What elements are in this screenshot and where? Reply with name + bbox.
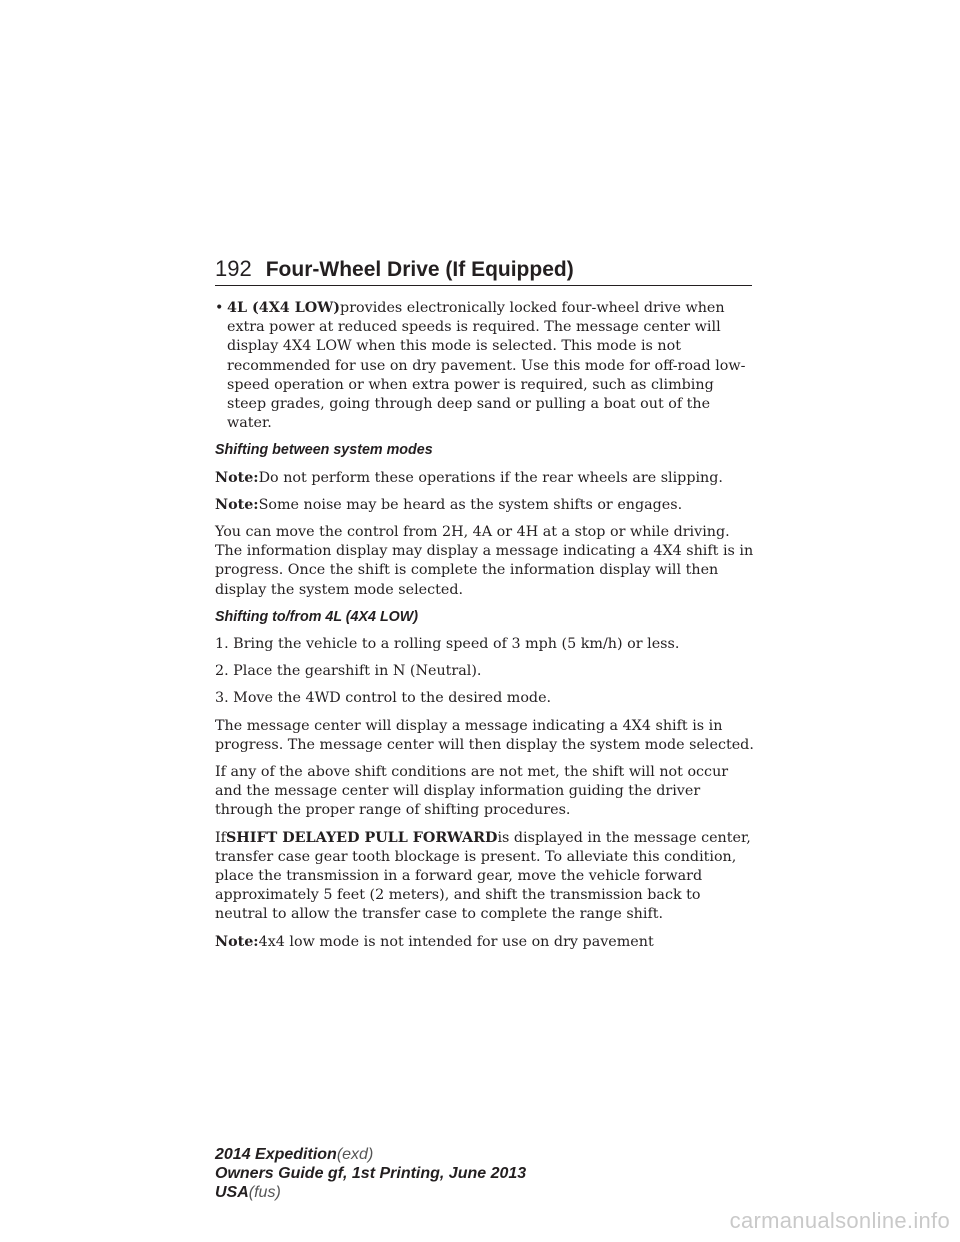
note-label: Note: — [215, 496, 259, 513]
para-prefix: If — [215, 829, 226, 846]
page-title: Four-Wheel Drive (If Equipped) — [265, 258, 574, 281]
body-paragraph — [215, 829, 755, 925]
bullet-item-4l — [215, 299, 755, 433]
page-footer — [215, 1145, 526, 1202]
footer-model-code: (exd) — [336, 1146, 374, 1163]
step-item: 1. Bring the vehicle to a rolling speed of 3 mph (5 km/h) or less. — [215, 636, 680, 653]
section-heading-4l: Shifting to/from 4L (4X4 LOW) — [215, 608, 419, 625]
note-paragraph — [215, 469, 755, 488]
step-item: 2. Place the gearshift in N (Neutral). — [215, 663, 482, 680]
footer-line-market — [215, 1183, 526, 1202]
message-term: SHIFT DELAYED PULL FORWARD — [225, 829, 498, 846]
note-text: Do not perform these operations if the rear wheels are slipping. — [258, 469, 723, 486]
section-heading-modes: Shifting between system modes — [215, 442, 433, 459]
page-header — [215, 256, 752, 286]
footer-line-model — [215, 1145, 526, 1164]
body-paragraph: The message center will display a message indicating a 4X4 shift is in progress. The message center will then display the system mode selected. — [215, 717, 754, 753]
footer-model: 2014 Expedition — [215, 1146, 337, 1163]
header-rule — [215, 285, 752, 286]
note-paragraph — [215, 933, 755, 952]
para-text: is displayed in the message center, transfer case gear tooth blockage is present. To alleviate this condition, place the transmission in a forward gear, move the vehicle forward approximately 5 feet (2 meters), and shift the transmission back to neutral to allow the transfer case to complete the range shift. — [215, 829, 751, 923]
note-text: Some noise may be heard as the system shifts or engages. — [258, 496, 683, 513]
page-number: 192 — [215, 256, 252, 281]
bullet-term: 4L (4X4 LOW) — [227, 300, 341, 316]
page-content — [215, 299, 755, 960]
footer-line-edition: Owners Guide gf, 1st Printing, June 2013 — [215, 1165, 527, 1182]
bullet-body — [227, 299, 755, 433]
step-item: 3. Move the 4WD control to the desired mode. — [215, 690, 552, 707]
footer-market: USA — [215, 1184, 249, 1201]
body-paragraph: You can move the control from 2H, 4A or 4H at a stop or while driving. The information display may display a message indicating a 4X4 shift is in progress. Once the shift is complete the information display will then display the system mode selected. — [215, 524, 754, 598]
note-paragraph — [215, 496, 755, 515]
bullet-mark: • — [215, 300, 224, 316]
note-label: Note: — [215, 469, 259, 486]
watermark: carmanualsonline.info — [729, 1208, 950, 1233]
footer-market-code: (fus) — [248, 1184, 281, 1201]
bullet-text: provides electronically locked four-wheel drive when extra power at reduced speeds is required. The message center will display 4X4 LOW when this mode is selected. This mode is not recommended for use on dry pavement. Use this mode for off-road low-speed operation or when extra power is required, such as climbing steep grades, going through deep sand or pulling a boat out of the water. — [227, 300, 746, 432]
note-label: Note: — [215, 933, 259, 950]
body-paragraph: If any of the above shift conditions are not met, the shift will not occur and the message center will display information guiding the driver through the proper range of shifting procedures. — [215, 764, 729, 819]
note-text: 4x4 low mode is not intended for use on dry pavement — [258, 933, 654, 950]
